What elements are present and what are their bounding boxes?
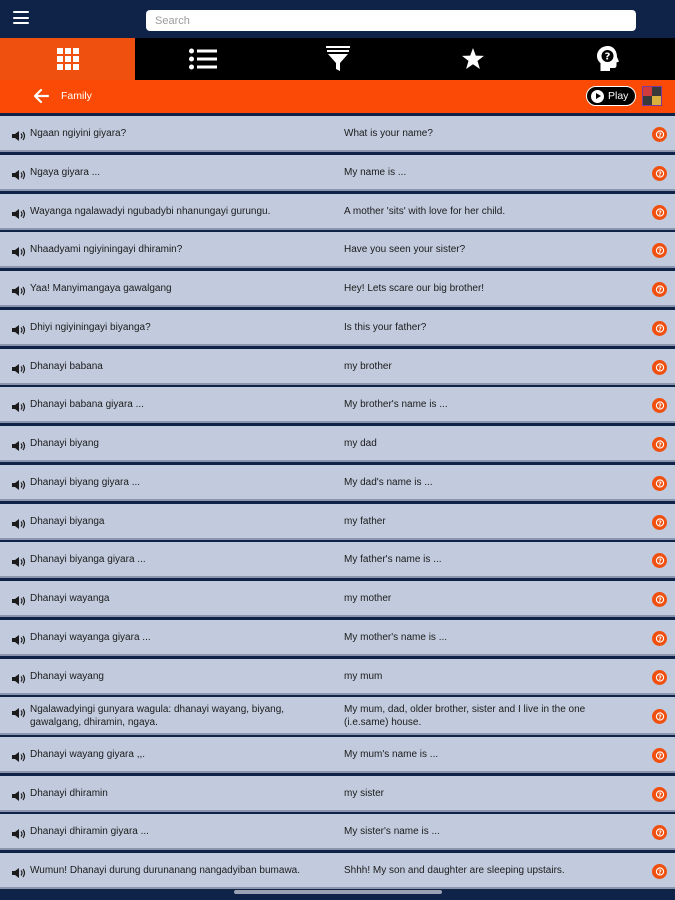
svg-text:?: ? [657,364,662,372]
phrase-source: Dhanayi biyanga [30,516,105,527]
phrase-row[interactable] [0,776,675,812]
play-button[interactable] [586,86,636,106]
svg-text:?: ? [657,247,662,255]
phrase-row[interactable] [0,155,675,191]
phrase-source: Dhanayi biyang [30,438,99,449]
help-icon[interactable] [652,282,667,297]
top-bar [0,0,675,38]
play-icon [591,90,604,103]
phrase-translation: My mum, dad, older brother, sister and I live in the one (i.e.same) house. [344,704,586,728]
speaker-icon[interactable] [12,283,26,293]
phrase-source: Dhanayi babana giyara ... [30,399,144,410]
svg-text:?: ? [657,170,662,178]
speaker-icon[interactable] [12,167,26,177]
phrase-translation: What is your name? [344,128,433,139]
svg-text:?: ? [657,557,662,565]
phrase-source: Dhanayi biyang giyara ... [30,477,141,488]
svg-text:?: ? [657,209,662,217]
hamburger-menu-icon[interactable] [13,11,29,25]
speaker-icon[interactable] [12,865,26,875]
svg-text:?: ? [657,131,662,139]
phrase-row[interactable] [0,116,675,152]
svg-text:?: ? [657,791,662,799]
speaker-icon[interactable] [12,788,26,798]
help-icon[interactable] [652,631,667,646]
phrase-source: Dhanayi dhiramin [30,788,108,799]
svg-text:?: ? [657,868,662,876]
phrase-row[interactable] [0,465,675,501]
phrase-translation: my brother [344,361,392,372]
phrase-translation: My father's name is ... [344,554,442,565]
svg-text:?: ? [657,402,662,410]
phrase-translation: my mum [344,671,383,682]
phrase-source: Dhanayi wayang [30,671,104,682]
svg-text:?: ? [657,752,662,760]
page-title: Family [61,90,92,102]
speaker-icon[interactable] [12,593,26,603]
star-icon [461,48,485,70]
tab-filter[interactable] [270,38,405,80]
svg-text:?: ? [657,635,662,643]
tab-list[interactable] [135,38,270,80]
phrase-translation: My name is ... [344,167,407,178]
help-icon[interactable] [652,553,667,568]
funnel-icon [326,46,350,72]
phrase-row[interactable] [0,349,675,385]
svg-text:?: ? [657,829,662,837]
phrase-source: Nhaadyami ngiyiningayi dhiramin? [30,244,183,255]
phrase-translation: My dad's name is ... [344,477,433,488]
head-question-icon [596,46,620,72]
speaker-icon[interactable] [12,554,26,564]
phrase-row[interactable] [0,271,675,307]
phrase-source: Ngaan ngiyini giyara? [30,128,127,139]
speaker-icon[interactable] [12,477,26,487]
phrase-source: Dhanayi dhiramin giyara ... [30,826,149,837]
phrase-translation: my sister [344,788,384,799]
help-icon[interactable] [652,670,667,685]
phrase-row[interactable] [0,814,675,850]
phrase-translation: Is this your father? [344,322,427,333]
svg-text:?: ? [657,713,662,721]
phrase-translation: Shhh! My son and daughter are sleeping upstairs. [344,865,565,876]
phrase-source: Dhanayi wayanga giyara ... [30,632,151,643]
phrase-translation: my father [344,516,386,527]
phrase-source: Wumun! Dhanayi durung durunanang nangadyiban bumawa. [30,865,301,876]
phrase-source: Wayanga ngalawadyi ngubadybi nhanungayi gurungu. [30,206,271,217]
speaker-icon[interactable] [12,128,26,138]
phrase-translation: My mother's name is ... [344,632,448,643]
list-icon [189,48,217,70]
phrase-source: Ngalawadyingi gunyara wagula: dhanayi wayang, biyang, gawalgang, dhiramin, ngaya. [30,704,285,728]
phrase-row[interactable] [0,504,675,540]
phrase-row[interactable] [0,659,675,695]
speaker-icon[interactable] [12,244,26,254]
help-icon[interactable] [652,825,667,840]
phrase-source: Dhanayi wayanga [30,593,110,604]
speaker-icon[interactable] [12,705,26,715]
phrase-row[interactable] [0,737,675,773]
phrase-row[interactable] [0,620,675,656]
language-flag-icon[interactable] [642,86,662,106]
speaker-icon[interactable] [12,516,26,526]
help-icon[interactable] [652,592,667,607]
phrase-source: Dhanayi babana [30,361,103,372]
phrase-translation: Hey! Lets scare our big brother! [344,283,485,294]
phrase-translation: my mother [344,593,392,604]
speaker-icon[interactable] [12,671,26,681]
grid-icon [56,47,80,71]
phrase-translation: my dad [344,438,377,449]
speaker-icon[interactable] [12,749,26,759]
speaker-icon[interactable] [12,206,26,216]
tab-bar [0,38,675,80]
svg-text:?: ? [657,441,662,449]
phrase-row[interactable] [0,232,675,268]
phrase-source: Dhanayi biyanga giyara ... [30,554,146,565]
phrase-source: Dhanayi wayang giyara ,,. [30,749,146,760]
help-icon[interactable] [652,166,667,181]
svg-text:?: ? [657,286,662,294]
speaker-icon[interactable] [12,399,26,409]
phrase-row[interactable] [0,194,675,230]
play-label: Play [608,90,629,102]
speaker-icon[interactable] [12,361,26,371]
help-icon[interactable] [652,476,667,491]
tab-grid[interactable] [0,38,135,80]
phrase-row[interactable] [0,542,675,578]
phrase-source: Yaa! Manyimangaya gawalgang [30,283,172,294]
help-icon[interactable] [652,360,667,375]
help-icon[interactable] [652,321,667,336]
home-indicator [234,890,442,894]
category-header [0,80,675,113]
search-input[interactable] [146,10,636,31]
back-arrow-icon[interactable] [33,88,49,104]
phrase-translation: A mother 'sits' with love for her child. [344,206,506,217]
phrase-source: Ngaya giyara ... [30,167,101,178]
svg-text:?: ? [657,596,662,604]
svg-text:?: ? [604,51,610,63]
help-icon[interactable] [652,709,667,724]
help-icon[interactable] [652,243,667,258]
help-icon[interactable] [652,127,667,142]
tab-favourites[interactable] [405,38,540,80]
svg-text:?: ? [657,674,662,682]
speaker-icon[interactable] [12,438,26,448]
svg-text:?: ? [657,325,662,333]
speaker-icon[interactable] [12,826,26,836]
svg-text:?: ? [657,519,662,527]
speaker-icon[interactable] [12,632,26,642]
help-icon[interactable] [652,787,667,802]
help-icon[interactable] [652,398,667,413]
phrase-row[interactable] [0,310,675,346]
phrase-translation: My brother's name is ... [344,399,448,410]
phrase-translation: My mum's name is ... [344,749,439,760]
phrase-row[interactable] [0,581,675,617]
phrase-translation: My sister's name is ... [344,826,440,837]
phrase-row[interactable] [0,426,675,462]
speaker-icon[interactable] [12,322,26,332]
help-icon[interactable] [652,437,667,452]
help-icon[interactable] [652,205,667,220]
phrase-row[interactable] [0,697,675,735]
phrase-row[interactable] [0,853,675,889]
phrase-row[interactable] [0,387,675,423]
help-icon[interactable] [652,864,667,879]
help-icon[interactable] [652,748,667,763]
svg-text:?: ? [657,480,662,488]
tab-quiz[interactable] [540,38,675,80]
help-icon[interactable] [652,515,667,530]
phrase-source: Dhiyi ngiyiningayi biyanga? [30,322,151,333]
phrase-translation: Have you seen your sister? [344,244,466,255]
